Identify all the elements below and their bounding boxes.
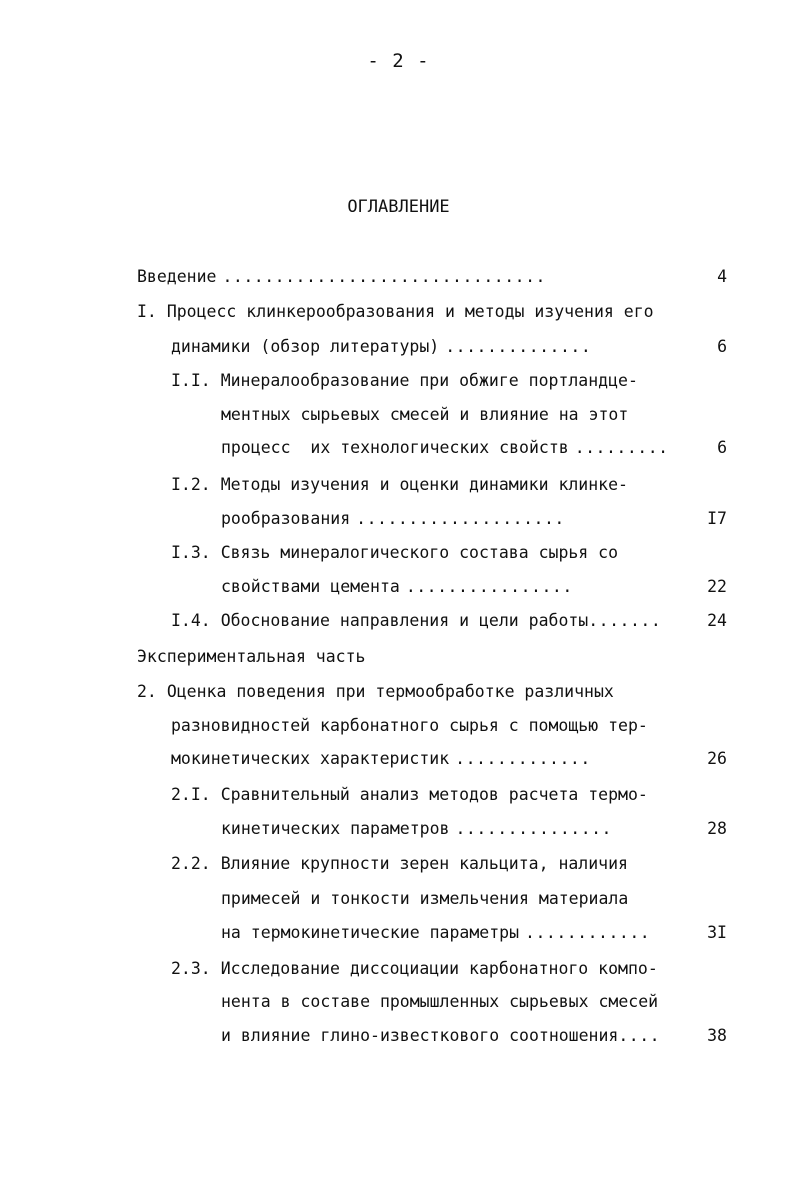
toc-leader-dots: ............... <box>455 819 612 838</box>
toc-page-number: 6 <box>717 438 727 457</box>
toc-leader-dots: ............................... <box>222 267 546 286</box>
toc-entry-number: I. <box>137 302 157 321</box>
toc-entry-text: Влияние крупности зерен кальцита, наличия <box>220 854 628 873</box>
toc-entry-text: и влияние глино-известкового соотношения <box>221 1026 619 1045</box>
toc-entry-text: кинетических параметров <box>221 819 450 838</box>
page-number: - 2 - <box>367 50 430 72</box>
toc-entry-text: примесей и тонкости измельчения материала <box>221 889 629 908</box>
toc-page-number: 38 <box>707 1026 727 1045</box>
toc-entry-section-2-2-last <box>221 922 727 944</box>
toc-entry-section-1-4 <box>171 610 727 632</box>
toc-entry-text: Методы изучения и оценки динамики клинке- <box>220 475 628 494</box>
toc-entry-number: 2.I. <box>171 785 211 804</box>
toc-entry-text: ментных сырьевых смесей и влияние на этот <box>221 405 629 424</box>
toc-entry-section-2-3-last <box>221 1025 727 1047</box>
toc-entry-section-1-1 <box>171 370 638 392</box>
toc-entry-text: Оценка поведения при термообработке различных <box>166 682 614 701</box>
toc-entry-section-2-3-cont <box>221 991 658 1013</box>
toc-page-number: 4 <box>717 267 727 286</box>
toc-page-number: I7 <box>707 509 727 528</box>
toc-entry-text: динамики (обзор литературы) <box>171 337 440 356</box>
toc-entry-section-1-3-last <box>221 576 727 598</box>
toc-entry-number: 2.3. <box>171 959 211 978</box>
toc-entry-chapter-2 <box>137 681 614 703</box>
toc-entry-section-1-1-last <box>221 437 727 459</box>
toc-leader-dots: ............ <box>525 923 651 942</box>
toc-entry-text: Исследование диссоциации карбонатного компо- <box>220 959 658 978</box>
toc-entry-section-1-3 <box>171 542 618 564</box>
toc-entry-chapter-2-cont <box>171 715 648 737</box>
toc-leader-dots: ................ <box>405 577 573 596</box>
toc-title: ОГЛАВЛЕНИЕ <box>347 197 450 217</box>
toc-entry-number: I.4. <box>171 611 211 630</box>
toc-entry-section-1-2 <box>171 474 628 496</box>
toc-entry-number: 2. <box>137 682 157 701</box>
toc-page-number: 24 <box>707 611 727 630</box>
toc-entry-text: мокинетических характеристик <box>171 749 450 768</box>
toc-page-number: 3I <box>707 923 727 942</box>
toc-entry-text: на термокинетические параметры <box>221 923 520 942</box>
toc-entry-text: Экспериментальная часть <box>137 647 366 666</box>
toc-leader-dots: ............. <box>455 749 591 768</box>
toc-page-number: 6 <box>717 337 727 356</box>
toc-page-number: 22 <box>707 577 727 596</box>
toc-entry-introduction <box>137 266 727 288</box>
toc-leader-dots: .................... <box>356 509 565 528</box>
toc-entry-section-2-2 <box>171 853 628 875</box>
toc-entry-text: свойствами цемента <box>221 577 400 596</box>
toc-entry-section-1-1-cont <box>221 404 628 426</box>
toc-entry-section-2-1 <box>171 784 648 806</box>
toc-entry-text: нента в составе промышленных сырьевых смесей <box>221 992 659 1011</box>
toc-part-heading <box>137 646 365 668</box>
toc-entry-text: процесс их технологических свойств <box>221 438 569 457</box>
toc-entry-chapter-1 <box>137 301 654 323</box>
toc-entry-chapter-2-last <box>171 748 727 770</box>
toc-entry-text: Введение <box>137 267 217 286</box>
toc-entry-number: I.I. <box>171 371 211 390</box>
toc-entry-section-2-3 <box>171 958 658 980</box>
toc-entry-number: I.2. <box>171 475 211 494</box>
toc-entry-text: Сравнительный анализ методов расчета термо- <box>220 785 648 804</box>
toc-leader-dots: ......... <box>574 438 669 457</box>
toc-page-number: 26 <box>707 749 727 768</box>
toc-leader-dots: .... <box>618 1026 661 1045</box>
toc-entry-section-1-2-last <box>221 508 727 530</box>
toc-entry-text: рообразования <box>221 509 351 528</box>
toc-leader-dots: ....... <box>588 611 662 630</box>
toc-entry-number: 2.2. <box>171 854 211 873</box>
toc-entry-section-2-2-cont <box>221 888 628 910</box>
toc-entry-text: Обоснование направления и цели работы <box>220 611 589 630</box>
toc-page-number: 28 <box>707 819 727 838</box>
toc-entry-text: разновидностей карбонатного сырья с помощью тер- <box>171 716 648 735</box>
toc-entry-chapter-1-cont <box>171 336 727 358</box>
toc-entry-text: Минералообразование при обжиге портландце- <box>220 371 638 390</box>
toc-entry-text: Процесс клинкерообразования и методы изучения его <box>166 302 654 321</box>
toc-leader-dots: .............. <box>445 337 592 356</box>
toc-entry-section-2-1-last <box>221 818 727 840</box>
toc-entry-number: I.3. <box>171 543 211 562</box>
toc-entry-text: Связь минералогического состава сырья со <box>220 543 619 562</box>
